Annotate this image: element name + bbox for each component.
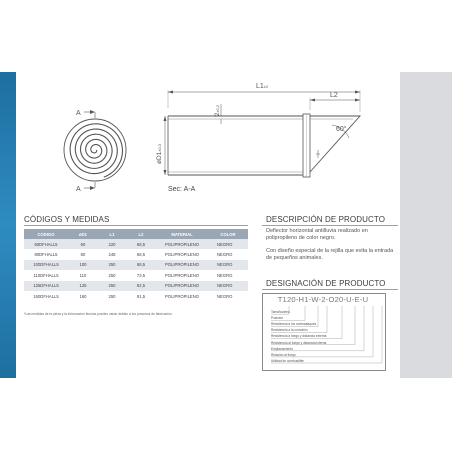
- table-cell: 80DFHALL5: [34, 252, 58, 258]
- codes-title-rule: [24, 225, 248, 226]
- designation-code: T120-H1-W-2-O20-U-E-U: [277, 295, 369, 304]
- table-cell: NEGRO: [208, 239, 248, 249]
- table-cell: 250: [98, 260, 126, 270]
- section-letter-bottom: A: [76, 186, 81, 193]
- description-paragraph-2: Con diseño especial de la rejilla que evita la entrada de pequeños animales.: [266, 248, 394, 261]
- table-cell: 60: [68, 239, 98, 249]
- designation-title-rule: [262, 289, 398, 290]
- codes-table: [24, 229, 248, 301]
- table-row: [24, 249, 248, 259]
- table-cell: POLIPROPILENO: [165, 272, 199, 278]
- table-cell: 250: [108, 272, 116, 278]
- section-label: Sec: A-A: [168, 186, 196, 193]
- designation-label: Utilidad de combustible: [271, 358, 304, 363]
- designation-label: Tamaño/área: [271, 310, 290, 314]
- table-cell: 68,5: [136, 252, 146, 258]
- tube-side-view: [168, 114, 360, 177]
- dim-cut-length: L2: [330, 92, 338, 99]
- table-row: [24, 239, 248, 249]
- table-cell: 250: [98, 281, 126, 291]
- table-cell: 91,5: [136, 293, 146, 299]
- spiral-front-view: [64, 119, 126, 181]
- section-marker-bottom: [84, 182, 95, 190]
- table-cell: NEGRO: [208, 281, 248, 291]
- designation-label: Resistencia a los contraataques: [271, 322, 317, 327]
- table-cell: 220: [98, 239, 126, 249]
- codes-title: CÓDIGOS Y MEDIDAS: [24, 215, 110, 224]
- table-cell: 82,5: [126, 281, 156, 291]
- angle-label: 60°: [336, 126, 347, 133]
- table-cell: 100DFHALL5: [24, 260, 68, 270]
- designation-label: Resistencia a la corrosión: [271, 328, 308, 333]
- table-cell: POLIPROPILENO: [165, 293, 199, 299]
- table-cell: 125DFHALL5: [24, 281, 68, 291]
- table-cell: 80: [80, 252, 86, 258]
- table-cell: 248: [108, 252, 116, 258]
- header-material: MATERIAL: [156, 229, 208, 239]
- table-cell: 110DFHALL5: [33, 272, 59, 278]
- section-marker-top: [84, 110, 95, 118]
- table-row: [24, 260, 248, 270]
- table-cell: 68,5: [126, 260, 156, 270]
- table-cell: POLIPROPILENO: [165, 252, 199, 258]
- table-cell: 60DFHALL5: [24, 239, 68, 249]
- designation-label: Posición: [271, 316, 284, 321]
- table-header-row: [24, 229, 248, 239]
- description-title: DESCRIPCIÓN DE PRODUCTO: [266, 215, 386, 224]
- description-title-rule: [262, 225, 398, 226]
- table-cell: NEGRO: [217, 272, 233, 278]
- table-cell: POLIPROPILENO: [156, 260, 208, 270]
- table-cell: NEGRO: [217, 293, 233, 299]
- dimension-lines: [164, 90, 361, 175]
- header-diameter: øD1: [68, 229, 98, 239]
- table-cell: NEGRO: [208, 260, 248, 270]
- table-cell: 68,5: [126, 239, 156, 249]
- table-cell: 125: [68, 281, 98, 291]
- dim-total-length: L1±2: [256, 83, 269, 90]
- header-l2: L2: [126, 229, 156, 239]
- header-l1: L1: [98, 229, 126, 239]
- table-cell: 100: [68, 260, 98, 270]
- table-cell: 250: [108, 293, 116, 299]
- designation-label: Relación al fuego: [271, 352, 296, 357]
- designation-label: Resistencia al fuego y distancia interna: [271, 340, 327, 345]
- header-color: COLOR: [208, 229, 248, 239]
- table-cell: 160: [79, 293, 87, 299]
- designation-label: Emplazamiento: [271, 346, 293, 351]
- table-row: [24, 281, 248, 291]
- table-row: [24, 270, 248, 280]
- designation-label: Resistencia a fuego y distancia externa: [271, 334, 327, 339]
- designation-title: DESIGNACIÓN DE PRODUCTO: [266, 279, 386, 288]
- header-codigo: CODIGO: [24, 229, 68, 239]
- table-cell: 160DFHALL5: [33, 293, 59, 299]
- table-cell: POLIPROPILENO: [156, 281, 208, 291]
- table-cell: NEGRO: [217, 252, 233, 258]
- dim-wall-thickness: 2±0,2: [215, 104, 221, 116]
- table-cell: POLIPROPILENO: [156, 239, 208, 249]
- section-letter-top: A: [76, 110, 81, 117]
- table-row: [24, 291, 248, 301]
- table-footnote: *Las medidas de la pieza y la información técnica pueden variar debido a los procesos de fabricación.: [24, 312, 173, 316]
- dim-diameter: øD1±0,3: [156, 143, 163, 164]
- table-cell: 73,5: [136, 272, 146, 278]
- table-cell: 110: [79, 272, 87, 278]
- description-paragraph-1: Deflector horizontal antilluvia realizado en polipropileno de color negro.: [266, 228, 368, 241]
